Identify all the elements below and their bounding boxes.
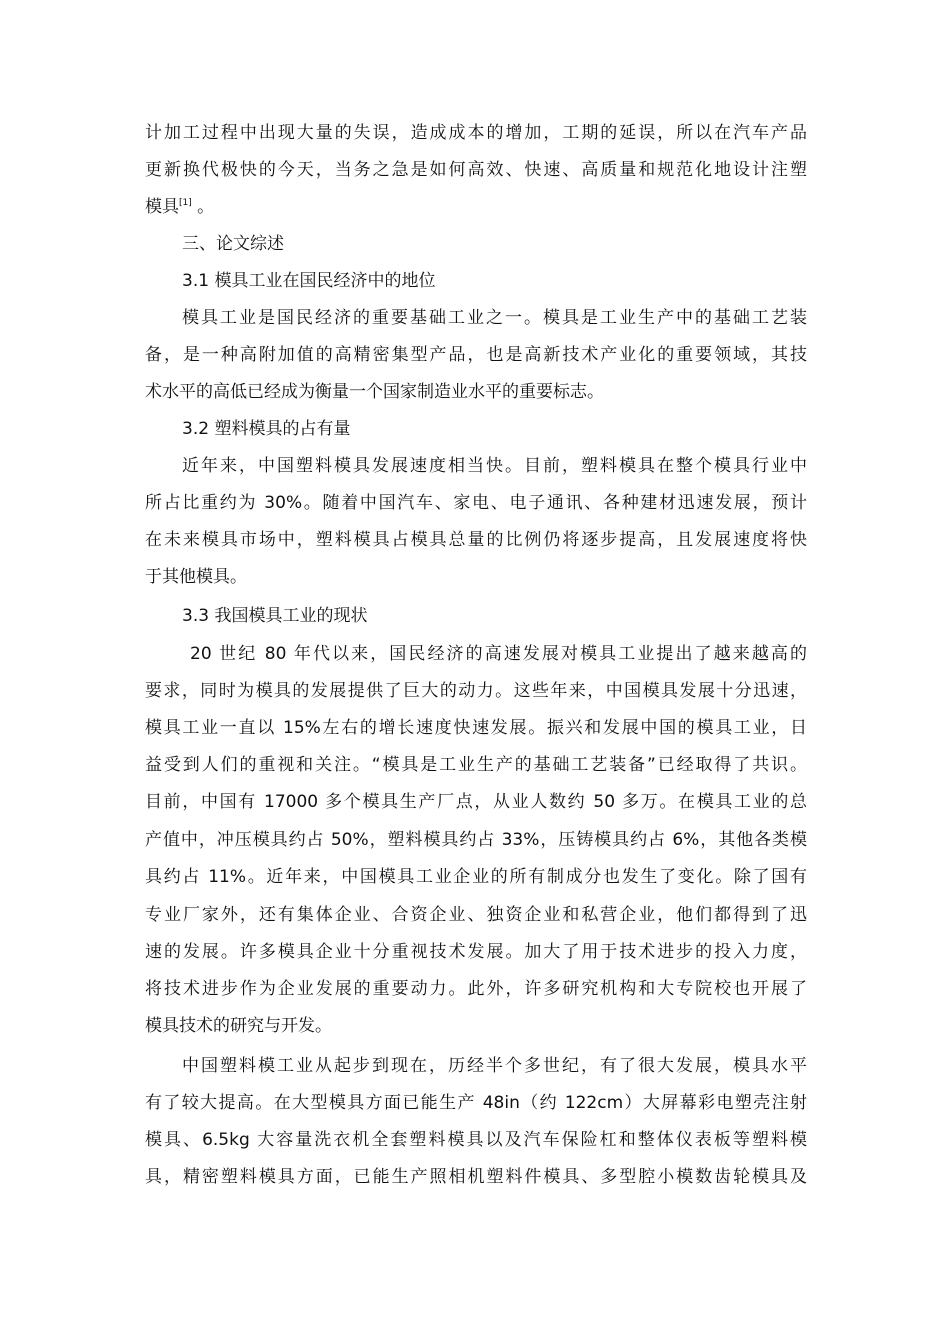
s33-p1-line-9: 速的发展。许多模具企业十分重视技术发展。加大了用于技术进步的投入力度， bbox=[145, 942, 807, 962]
s32-line-2: 所占比重约为 30%。随着中国汽车、家电、电子通讯、各种建材迅速发展，预计 bbox=[145, 493, 807, 513]
heading-3-2: 3.2 塑料模具的占有量 bbox=[182, 419, 351, 439]
s33-p1-line-5: 目前，中国有 17000 多个模具生产厂点，从业人数约 50 多万。在模具工业的总 bbox=[145, 792, 807, 812]
intro-line-3-end: 。 bbox=[191, 197, 215, 217]
s33-p2-line-3: 模具、6.5kg 大容量洗衣机全套塑料模具以及汽车保险杠和整体仪表板等塑料模 bbox=[145, 1130, 807, 1150]
s33-p1-line-8: 专业厂家外，还有集体企业、合资企业、独资企业和私营企业，他们都得到了迅 bbox=[145, 905, 807, 925]
s33-p1-line-1: 20 世纪 80 年代以来，国民经济的高速发展对模具工业提出了越来越高的 bbox=[190, 644, 807, 664]
section-heading: 三、论文综述 bbox=[182, 234, 284, 254]
intro-line-3 bbox=[145, 195, 807, 219]
s31-line-3: 术水平的高低已经成为衡量一个国家制造业水平的重要标志。 bbox=[145, 382, 604, 402]
s33-p1-line-10: 将技术进步作为企业发展的重要动力。此外，许多研究机构和大专院校也开展了 bbox=[145, 979, 807, 999]
intro-line-3-text: 模具 bbox=[145, 197, 179, 217]
s33-p1-line-3: 模具工业一直以 15%左右的增长速度快速发展。振兴和发展中国的模具工业，日 bbox=[145, 718, 807, 738]
heading-3-3: 3.3 我国模具工业的现状 bbox=[182, 606, 368, 626]
s33-p1-line-4: 益受到人们的重视和关注。“模具是工业生产的基础工艺装备”已经取得了共识。 bbox=[145, 755, 807, 775]
s31-line-1: 模具工业是国民经济的重要基础工业之一。模具是工业生产中的基础工艺装 bbox=[182, 308, 807, 328]
s33-p2-line-4: 具，精密塑料模具方面，已能生产照相机塑料件模具、多型腔小模数齿轮模具及 bbox=[145, 1167, 807, 1187]
s32-line-1: 近年来，中国塑料模具发展速度相当快。目前，塑料模具在整个模具行业中 bbox=[182, 456, 807, 476]
citation-ref: [1] bbox=[179, 198, 192, 208]
intro-line-2: 更新换代极快的今天，当务之急是如何高效、快速、高质量和规范化地设计注塑 bbox=[145, 160, 807, 180]
s32-line-3: 在未来模具市场中，塑料模具占模具总量的比例仍将逐步提高，且发展速度将快 bbox=[145, 530, 807, 550]
s33-p2-line-1: 中国塑料模工业从起步到现在，历经半个多世纪，有了很大发展，模具水平 bbox=[182, 1056, 807, 1076]
intro-line-1: 计加工过程中出现大量的失误，造成成本的增加，工期的延误，所以在汽车产品 bbox=[145, 123, 807, 143]
s33-p1-line-7: 具约占 11%。近年来，中国模具工业企业的所有制成分也发生了变化。除了国有 bbox=[145, 867, 807, 887]
s33-p1-line-2: 要求，同时为模具的发展提供了巨大的动力。这些年来，中国模具发展十分迅速， bbox=[145, 681, 807, 701]
s33-p1-line-6: 产值中，冲压模具约占 50%，塑料模具约占 33%，压铸模具约占 6%，其他各类模 bbox=[145, 830, 807, 850]
s33-p2-line-2: 有了较大提高。在大型模具方面已能生产 48in（约 122cm）大屏幕彩电塑壳注射 bbox=[145, 1093, 807, 1113]
heading-3-1: 3.1 模具工业在国民经济中的地位 bbox=[182, 271, 436, 291]
s31-line-2: 备，是一种高附加值的高精密集型产品，也是高新技术产业化的重要领域，其技 bbox=[145, 345, 807, 365]
s32-line-4: 于其他模具。 bbox=[145, 567, 247, 587]
s33-p1-line-11: 模具技术的研究与开发。 bbox=[145, 1016, 332, 1036]
